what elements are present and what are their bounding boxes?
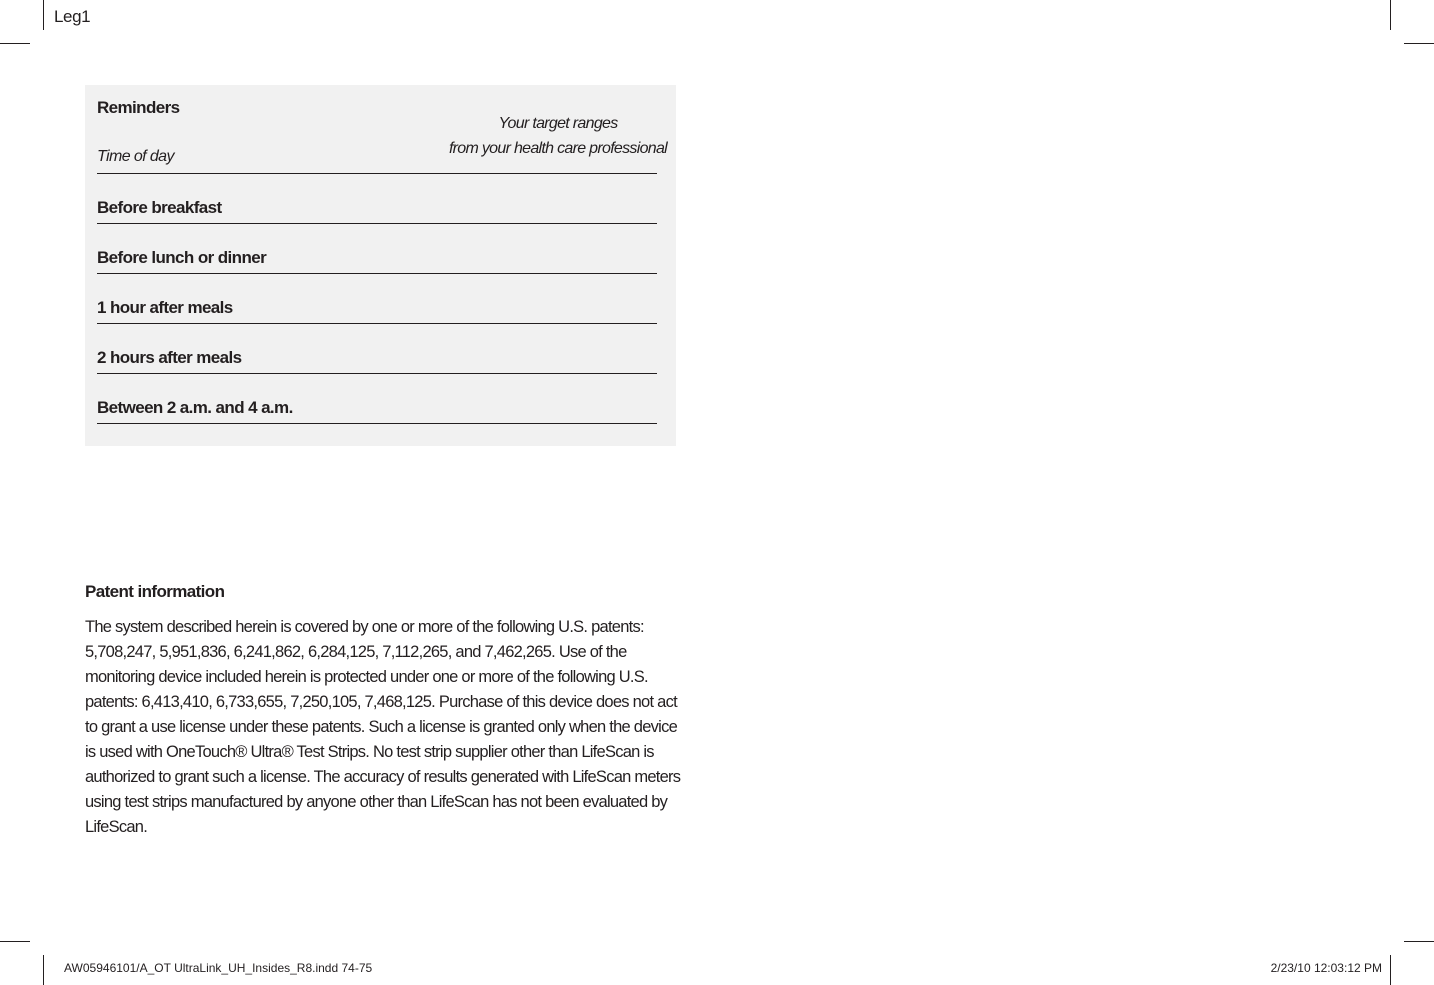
- patent-line: 5,708,247, 5,951,836, 6,241,862, 6,284,125, 7,112,265, and 7,462,265. Use of the: [85, 643, 627, 661]
- target-header-line: Your target ranges: [498, 115, 618, 132]
- time-of-day-header: Time of day: [97, 148, 174, 165]
- crop-mark: [1390, 955, 1391, 985]
- table-rule: [97, 373, 657, 374]
- patent-line: to grant a use license under these patents. Such a license is granted only when the device: [85, 718, 678, 736]
- crop-mark: [1404, 43, 1434, 44]
- patent-line: patents: 6,413,410, 6,733,655, 7,250,105, 7,468,125. Purchase of this device does not act: [85, 693, 677, 711]
- crop-mark: [1404, 941, 1434, 942]
- patent-line: LifeScan.: [85, 818, 148, 836]
- reminders-table: [85, 85, 676, 446]
- table-row-label: Before breakfast: [97, 198, 222, 217]
- crop-mark: [43, 955, 44, 985]
- table-row-label: 2 hours after meals: [97, 348, 242, 367]
- patent-heading: Patent information: [85, 582, 225, 601]
- table-row-label: 1 hour after meals: [97, 298, 233, 317]
- table-row-label: Before lunch or dinner: [97, 248, 267, 267]
- crop-mark: [0, 941, 30, 942]
- target-header-line: from your health care professional: [448, 140, 668, 157]
- table-rule: [97, 323, 657, 324]
- table-rule: [97, 423, 657, 424]
- patent-line: monitoring device included herein is protected under one or more of the following U.S.: [85, 668, 648, 686]
- patent-line: is used with OneTouch® Ultra® Test Strips. No test strip supplier other than LifeScan is: [85, 743, 654, 761]
- patent-body: [85, 615, 681, 840]
- crop-mark: [0, 43, 30, 44]
- slug-label: Leg1: [54, 7, 91, 26]
- table-rule: [97, 223, 657, 224]
- target-ranges-header: [447, 111, 669, 161]
- timestamp: 2/23/10 12:03:12 PM: [1270, 961, 1382, 975]
- table-rule: [97, 273, 657, 274]
- crop-mark: [1390, 0, 1391, 30]
- reminders-title: Reminders: [97, 98, 180, 117]
- patent-line: using test strips manufactured by anyone other than LifeScan has not been evaluated by: [85, 793, 668, 811]
- file-info: AW05946101/A_OT UltraLink_UH_Insides_R8.indd 74-75: [64, 961, 373, 975]
- table-row-label: Between 2 a.m. and 4 a.m.: [97, 398, 293, 417]
- crop-mark: [43, 0, 44, 30]
- table-rule: [97, 173, 657, 174]
- patent-line: authorized to grant such a license. The accuracy of results generated with LifeScan meters: [85, 768, 681, 786]
- patent-line: The system described herein is covered by one or more of the following U.S. patents:: [85, 618, 644, 636]
